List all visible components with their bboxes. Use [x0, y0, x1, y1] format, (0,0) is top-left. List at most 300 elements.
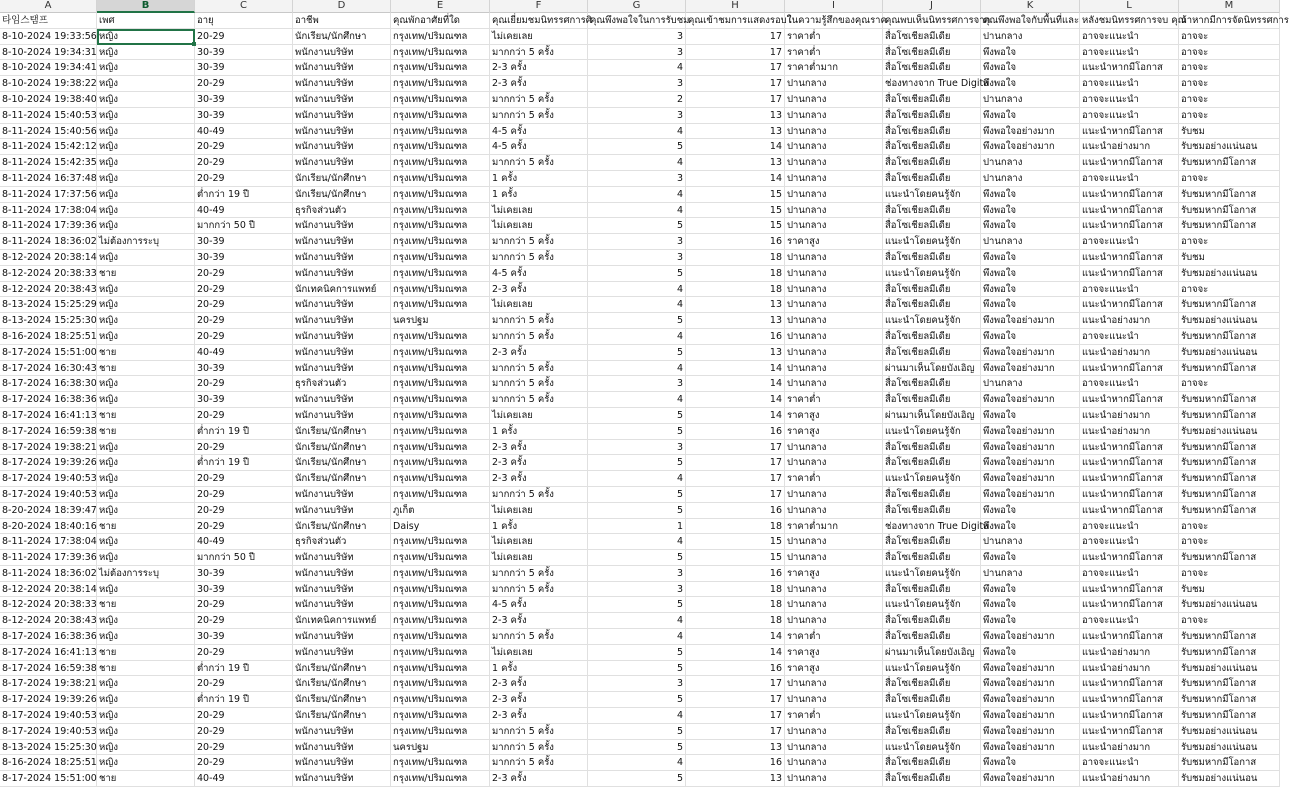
cell[interactable]: 17 — [686, 92, 785, 108]
cell[interactable]: รับชมหากมีโอกาส — [1179, 440, 1280, 456]
cell[interactable]: สื่อโซเชียลมีเดีย — [883, 440, 981, 456]
cell[interactable]: สื่อโซเชียลมีเดีย — [883, 124, 981, 140]
cell[interactable]: 20-29 — [195, 597, 293, 613]
cell[interactable]: พนักงานบริษัท — [293, 108, 391, 124]
cell[interactable]: รับชมหากมีโอกาส — [1179, 503, 1280, 519]
cell[interactable]: ปานกลาง — [981, 566, 1080, 582]
cell[interactable]: ธุรกิจส่วนตัว — [293, 376, 391, 392]
cell[interactable]: ปานกลาง — [981, 534, 1080, 550]
cell[interactable]: แนะนำหากมีโอกาส — [1080, 392, 1179, 408]
cell[interactable]: แนะนำอย่างมาก — [1080, 313, 1179, 329]
cell[interactable]: 14 — [686, 645, 785, 661]
cell[interactable]: พึงพอใจ — [981, 297, 1080, 313]
cell[interactable]: 5 — [588, 487, 686, 503]
cell[interactable]: 18 — [686, 250, 785, 266]
cell[interactable]: นักเรียน/นักศึกษา — [293, 692, 391, 708]
cell[interactable]: ปานกลาง — [785, 755, 883, 771]
cell[interactable]: 30-39 — [195, 60, 293, 76]
cell[interactable]: 8-17-2024 16:41:13 — [0, 408, 97, 424]
cell[interactable]: แนะนำโดยคนรู้จัก — [883, 740, 981, 756]
column-header-c[interactable]: C — [195, 0, 293, 13]
cell[interactable]: 8-12-2024 20:38:43 — [0, 613, 97, 629]
cell[interactable]: มากกว่า 5 ครั้ง — [490, 108, 588, 124]
cell[interactable]: พึงพอใจ — [981, 408, 1080, 424]
cell[interactable]: กรุงเทพ/ปริมณฑล — [391, 755, 490, 771]
cell[interactable]: มากกว่า 50 ปี — [195, 550, 293, 566]
cell[interactable]: 30-39 — [195, 566, 293, 582]
cell[interactable]: พนักงานบริษัท — [293, 124, 391, 140]
header-cell[interactable]: 타임스탬프 — [0, 13, 97, 29]
cell[interactable]: 8-16-2024 18:25:51 — [0, 329, 97, 345]
cell[interactable]: ต่ำกว่า 19 ปี — [195, 187, 293, 203]
cell[interactable]: 5 — [588, 550, 686, 566]
cell[interactable]: 2-3 ครั้ง — [490, 771, 588, 787]
cell[interactable]: 14 — [686, 361, 785, 377]
cell[interactable]: นักเรียน/นักศึกษา — [293, 424, 391, 440]
cell[interactable]: 17 — [686, 60, 785, 76]
cell[interactable]: พึงพอใจ — [981, 45, 1080, 61]
cell[interactable]: หญิง — [97, 29, 195, 45]
cell[interactable]: อาจจะแนะนำ — [1080, 613, 1179, 629]
cell[interactable]: ชาย — [97, 345, 195, 361]
cell[interactable]: 18 — [686, 519, 785, 535]
cell[interactable]: 4 — [588, 282, 686, 298]
cell[interactable]: พนักงานบริษัท — [293, 345, 391, 361]
cell[interactable]: 20-29 — [195, 266, 293, 282]
cell[interactable]: ไม่เคยเลย — [490, 203, 588, 219]
cell[interactable]: 40-49 — [195, 124, 293, 140]
cell[interactable]: สื่อโซเชียลมีเดีย — [883, 345, 981, 361]
cell[interactable]: 15 — [686, 218, 785, 234]
cell[interactable]: รับชมหากมีโอกาส — [1179, 629, 1280, 645]
cell[interactable]: ราคาสูง — [785, 424, 883, 440]
cell[interactable]: 5 — [588, 345, 686, 361]
cell[interactable]: 2-3 ครั้ง — [490, 76, 588, 92]
cell[interactable]: แนะนำอย่างมาก — [1080, 345, 1179, 361]
cell[interactable]: 8-17-2024 19:40:53 — [0, 724, 97, 740]
cell[interactable]: พึงพอใจอย่างมาก — [981, 708, 1080, 724]
cell[interactable]: 2-3 ครั้ง — [490, 440, 588, 456]
cell[interactable]: 4 — [588, 187, 686, 203]
cell[interactable]: สื่อโซเชียลมีเดีย — [883, 171, 981, 187]
cell[interactable]: รับชมหากมีโอกาส — [1179, 408, 1280, 424]
cell[interactable]: พนักงานบริษัท — [293, 361, 391, 377]
cell[interactable]: พนักงานบริษัท — [293, 250, 391, 266]
cell[interactable]: 18 — [686, 266, 785, 282]
cell[interactable]: อาจจะแนะนำ — [1080, 566, 1179, 582]
cell[interactable]: รับชมหากมีโอกาส — [1179, 155, 1280, 171]
cell[interactable]: หญิง — [97, 76, 195, 92]
cell[interactable]: 14 — [686, 408, 785, 424]
cell[interactable]: พึงพอใจอย่างมาก — [981, 424, 1080, 440]
cell[interactable]: ไม่เคยเลย — [490, 408, 588, 424]
cell[interactable]: ปานกลาง — [785, 218, 883, 234]
cell[interactable]: พนักงานบริษัท — [293, 76, 391, 92]
cell[interactable]: ปานกลาง — [785, 487, 883, 503]
cell[interactable]: 8-17-2024 16:30:43 — [0, 361, 97, 377]
cell[interactable]: พนักงานบริษัท — [293, 582, 391, 598]
cell[interactable]: 20-29 — [195, 503, 293, 519]
cell[interactable]: รับชมหากมีโอกาส — [1179, 455, 1280, 471]
cell[interactable]: สื่อโซเชียลมีเดีย — [883, 724, 981, 740]
cell[interactable]: 8-11-2024 16:37:48 — [0, 171, 97, 187]
cell[interactable]: ธุรกิจส่วนตัว — [293, 534, 391, 550]
cell[interactable]: อาจจะ — [1179, 108, 1280, 124]
cell[interactable]: 3 — [588, 108, 686, 124]
cell[interactable]: ต่ำกว่า 19 ปี — [195, 661, 293, 677]
cell[interactable]: รับชมอย่างแน่นอน — [1179, 724, 1280, 740]
cell[interactable]: นักเรียน/นักศึกษา — [293, 661, 391, 677]
cell[interactable]: กรุงเทพ/ปริมณฑล — [391, 550, 490, 566]
cell[interactable]: แนะนำหากมีโอกาส — [1080, 297, 1179, 313]
cell[interactable]: 16 — [686, 424, 785, 440]
cell[interactable]: ปานกลาง — [785, 503, 883, 519]
cell[interactable]: สื่อโซเชียลมีเดีย — [883, 29, 981, 45]
cell[interactable]: นักเรียน/นักศึกษา — [293, 455, 391, 471]
cell[interactable]: มากกว่า 5 ครั้ง — [490, 724, 588, 740]
cell[interactable]: หญิง — [97, 740, 195, 756]
cell[interactable]: กรุงเทพ/ปริมณฑล — [391, 60, 490, 76]
cell[interactable]: สื่อโซเชียลมีเดีย — [883, 550, 981, 566]
cell[interactable]: ไม่เคยเลย — [490, 503, 588, 519]
cell[interactable]: 8-13-2024 15:25:30 — [0, 740, 97, 756]
cell[interactable]: อาจจะ — [1179, 60, 1280, 76]
cell[interactable]: 13 — [686, 297, 785, 313]
cell[interactable]: 30-39 — [195, 108, 293, 124]
cell[interactable]: ปานกลาง — [785, 266, 883, 282]
cell[interactable]: นักเรียน/นักศึกษา — [293, 187, 391, 203]
header-cell[interactable]: คุณพักอาศัยที่ใด — [391, 13, 490, 29]
cell[interactable]: หญิง — [97, 582, 195, 598]
cell[interactable]: แนะนำหากมีโอกาส — [1080, 455, 1179, 471]
cell[interactable]: พึงพอใจอย่างมาก — [981, 361, 1080, 377]
cell[interactable]: 1 — [588, 519, 686, 535]
cell[interactable]: 20-29 — [195, 613, 293, 629]
cell[interactable]: รับชมหากมีโอกาส — [1179, 361, 1280, 377]
cell[interactable]: หญิง — [97, 613, 195, 629]
cell[interactable]: ราคาสูง — [785, 234, 883, 250]
cell[interactable]: อาจจะแนะนำ — [1080, 234, 1179, 250]
cell[interactable]: ปานกลาง — [785, 613, 883, 629]
cell[interactable]: 8-12-2024 20:38:33 — [0, 597, 97, 613]
cell[interactable]: 8-17-2024 16:59:38 — [0, 661, 97, 677]
cell[interactable]: ช่องทางจาก True Digita — [883, 519, 981, 535]
cell[interactable]: 4 — [588, 629, 686, 645]
cell[interactable]: 40-49 — [195, 203, 293, 219]
cell[interactable]: มากกว่า 5 ครั้ง — [490, 566, 588, 582]
cell[interactable]: อาจจะแนะนำ — [1080, 755, 1179, 771]
cell[interactable]: 3 — [588, 76, 686, 92]
cell[interactable]: นักเทคนิคการแพทย์ — [293, 282, 391, 298]
cell[interactable]: กรุงเทพ/ปริมณฑล — [391, 566, 490, 582]
cell[interactable]: อาจจะ — [1179, 234, 1280, 250]
cell[interactable]: 3 — [588, 171, 686, 187]
cell[interactable]: ปานกลาง — [785, 676, 883, 692]
cell[interactable]: มากกว่า 5 ครั้ง — [490, 155, 588, 171]
cell[interactable]: สื่อโซเชียลมีเดีย — [883, 218, 981, 234]
header-cell[interactable]: ในความรู้สึกของคุณราค — [785, 13, 883, 29]
cell[interactable]: 4 — [588, 361, 686, 377]
cell[interactable]: 15 — [686, 550, 785, 566]
cell[interactable]: 5 — [588, 266, 686, 282]
cell[interactable]: 8-17-2024 16:41:13 — [0, 645, 97, 661]
cell[interactable]: ปานกลาง — [785, 250, 883, 266]
cell[interactable]: พึงพอใจ — [981, 755, 1080, 771]
cell[interactable]: รับชมหากมีโอกาส — [1179, 550, 1280, 566]
cell[interactable]: หญิง — [97, 218, 195, 234]
column-header-m[interactable]: M — [1179, 0, 1280, 13]
cell[interactable]: 2-3 ครั้ง — [490, 676, 588, 692]
cell[interactable]: พนักงานบริษัท — [293, 155, 391, 171]
cell[interactable]: 13 — [686, 108, 785, 124]
header-cell[interactable]: เพศ — [97, 13, 195, 29]
cell[interactable]: ราคาต่ำ — [785, 629, 883, 645]
cell[interactable]: กรุงเทพ/ปริมณฑล — [391, 297, 490, 313]
cell[interactable]: ไม่เคยเลย — [490, 550, 588, 566]
cell[interactable]: พึงพอใจ — [981, 645, 1080, 661]
cell[interactable]: 18 — [686, 613, 785, 629]
cell[interactable]: แนะนำโดยคนรู้จัก — [883, 187, 981, 203]
cell[interactable]: ต่ำกว่า 19 ปี — [195, 455, 293, 471]
cell[interactable]: พึงพอใจอย่างมาก — [981, 455, 1080, 471]
cell[interactable]: หญิง — [97, 187, 195, 203]
cell[interactable]: อาจจะ — [1179, 534, 1280, 550]
cell[interactable]: 1 ครั้ง — [490, 424, 588, 440]
cell[interactable]: 30-39 — [195, 582, 293, 598]
cell[interactable]: กรุงเทพ/ปริมณฑล — [391, 187, 490, 203]
column-header-f[interactable]: F — [490, 0, 588, 13]
cell[interactable]: 17 — [686, 676, 785, 692]
cell[interactable]: สื่อโซเชียลมีเดีย — [883, 376, 981, 392]
cell[interactable]: สื่อโซเชียลมีเดีย — [883, 392, 981, 408]
cell[interactable]: มากกว่า 5 ครั้ง — [490, 392, 588, 408]
cell[interactable]: กรุงเทพ/ปริมณฑล — [391, 708, 490, 724]
cell[interactable]: พึงพอใจ — [981, 329, 1080, 345]
cell[interactable]: อาจจะ — [1179, 566, 1280, 582]
cell[interactable]: แนะนำหากมีโอกาส — [1080, 692, 1179, 708]
cell[interactable]: Daisy — [391, 519, 490, 535]
cell[interactable]: 3 — [588, 566, 686, 582]
cell[interactable]: ปานกลาง — [785, 597, 883, 613]
cell[interactable]: ปานกลาง — [785, 329, 883, 345]
cell[interactable]: 3 — [588, 676, 686, 692]
cell[interactable]: ปานกลาง — [785, 108, 883, 124]
cell[interactable]: 2-3 ครั้ง — [490, 455, 588, 471]
cell[interactable]: 17 — [686, 440, 785, 456]
cell[interactable]: 20-29 — [195, 724, 293, 740]
cell[interactable]: 8-17-2024 16:38:36 — [0, 629, 97, 645]
cell[interactable]: สื่อโซเชียลมีเดีย — [883, 676, 981, 692]
cell[interactable]: 30-39 — [195, 361, 293, 377]
cell[interactable]: 4-5 ครั้ง — [490, 124, 588, 140]
cell[interactable]: หญิง — [97, 440, 195, 456]
cell[interactable]: 1 ครั้ง — [490, 171, 588, 187]
cell[interactable]: ชาย — [97, 661, 195, 677]
cell[interactable]: แนะนำโดยคนรู้จัก — [883, 471, 981, 487]
cell[interactable]: พนักงานบริษัท — [293, 392, 391, 408]
cell[interactable]: พนักงานบริษัท — [293, 92, 391, 108]
cell[interactable]: แนะนำหากมีโอกาส — [1080, 597, 1179, 613]
cell[interactable]: หญิง — [97, 487, 195, 503]
cell[interactable]: 16 — [686, 234, 785, 250]
cell[interactable]: ปานกลาง — [785, 171, 883, 187]
cell[interactable]: แนะนำโดยคนรู้จัก — [883, 313, 981, 329]
cell[interactable]: แนะนำหากมีโอกาส — [1080, 503, 1179, 519]
cell[interactable]: กรุงเทพ/ปริมณฑล — [391, 692, 490, 708]
cell[interactable]: ชาย — [97, 424, 195, 440]
cell[interactable]: กรุงเทพ/ปริมณฑล — [391, 124, 490, 140]
cell[interactable]: พนักงานบริษัท — [293, 297, 391, 313]
cell[interactable]: 30-39 — [195, 629, 293, 645]
cell[interactable]: 20-29 — [195, 519, 293, 535]
cell[interactable]: 8-11-2024 15:40:56 — [0, 124, 97, 140]
cell[interactable]: พึงพอใจอย่างมาก — [981, 440, 1080, 456]
cell[interactable]: 8-11-2024 17:38:04 — [0, 534, 97, 550]
cell[interactable]: แนะนำหากมีโอกาส — [1080, 187, 1179, 203]
cell[interactable]: ราคาต่ำ — [785, 708, 883, 724]
cell[interactable]: ชาย — [97, 519, 195, 535]
cell[interactable]: ชาย — [97, 645, 195, 661]
cell[interactable]: มากกว่า 5 ครั้ง — [490, 361, 588, 377]
cell[interactable]: สื่อโซเชียลมีเดีย — [883, 92, 981, 108]
cell[interactable]: 8-10-2024 19:38:22 — [0, 76, 97, 92]
cell[interactable]: 5 — [588, 597, 686, 613]
cell[interactable]: พึงพอใจ — [981, 266, 1080, 282]
cell[interactable]: ราคาสูง — [785, 645, 883, 661]
cell[interactable]: 20-29 — [195, 76, 293, 92]
cell[interactable]: รับชมหากมีโอกาส — [1179, 187, 1280, 203]
cell[interactable]: ธุรกิจส่วนตัว — [293, 203, 391, 219]
cell[interactable]: หญิง — [97, 282, 195, 298]
cell[interactable]: ผ่านมาเห็นโดยบังเอิญ — [883, 645, 981, 661]
cell[interactable]: อาจจะแนะนำ — [1080, 282, 1179, 298]
cell[interactable]: 17 — [686, 45, 785, 61]
cell[interactable]: หญิง — [97, 155, 195, 171]
cell[interactable]: กรุงเทพ/ปริมณฑล — [391, 392, 490, 408]
cell[interactable]: สื่อโซเชียลมีเดีย — [883, 503, 981, 519]
cell[interactable]: 8-20-2024 18:40:16 — [0, 519, 97, 535]
cell[interactable]: กรุงเทพ/ปริมณฑล — [391, 345, 490, 361]
cell[interactable]: รับชมอย่างแน่นอน — [1179, 313, 1280, 329]
cell[interactable]: 13 — [686, 124, 785, 140]
cell[interactable]: กรุงเทพ/ปริมณฑล — [391, 329, 490, 345]
cell[interactable]: พนักงานบริษัท — [293, 645, 391, 661]
cell[interactable]: ไม่เคยเลย — [490, 534, 588, 550]
cell[interactable]: 4 — [588, 613, 686, 629]
cell[interactable]: 8-12-2024 20:38:43 — [0, 282, 97, 298]
cell[interactable]: 8-12-2024 20:38:14 — [0, 250, 97, 266]
cell[interactable]: 20-29 — [195, 171, 293, 187]
cell[interactable]: แนะนำโดยคนรู้จัก — [883, 234, 981, 250]
cell[interactable]: อาจจะ — [1179, 76, 1280, 92]
cell[interactable]: 4-5 ครั้ง — [490, 266, 588, 282]
cell[interactable]: แนะนำอย่างมาก — [1080, 645, 1179, 661]
cell[interactable]: หญิง — [97, 297, 195, 313]
cell[interactable]: อาจจะแนะนำ — [1080, 92, 1179, 108]
cell[interactable]: รับชมอย่างแน่นอน — [1179, 740, 1280, 756]
cell[interactable]: มากกว่า 5 ครั้ง — [490, 45, 588, 61]
cell[interactable]: 8-11-2024 17:39:36 — [0, 550, 97, 566]
cell[interactable]: กรุงเทพ/ปริมณฑล — [391, 613, 490, 629]
cell[interactable]: ปานกลาง — [981, 92, 1080, 108]
cell[interactable]: พนักงานบริษัท — [293, 740, 391, 756]
cell[interactable]: 20-29 — [195, 755, 293, 771]
cell[interactable]: ชาย — [97, 408, 195, 424]
cell[interactable]: แนะนำหากมีโอกาส — [1080, 250, 1179, 266]
cell[interactable]: สื่อโซเชียลมีเดีย — [883, 455, 981, 471]
cell[interactable]: ปานกลาง — [981, 155, 1080, 171]
cell[interactable]: 8-17-2024 19:40:53 — [0, 487, 97, 503]
cell[interactable]: 20-29 — [195, 313, 293, 329]
cell[interactable]: ชาย — [97, 597, 195, 613]
cell[interactable]: รับชมอย่างแน่นอน — [1179, 771, 1280, 787]
column-header-b[interactable]: B — [97, 0, 195, 13]
cell[interactable]: ราคาต่ำ — [785, 45, 883, 61]
cell[interactable]: กรุงเทพ/ปริมณฑล — [391, 361, 490, 377]
header-cell[interactable]: คุณเยี่ยมชมนิทรรศการศิ — [490, 13, 588, 29]
cell[interactable]: 8-11-2024 17:37:56 — [0, 187, 97, 203]
cell[interactable]: อาจจะ — [1179, 613, 1280, 629]
cell[interactable]: ปานกลาง — [785, 139, 883, 155]
cell[interactable]: 14 — [686, 171, 785, 187]
cell[interactable]: 2-3 ครั้ง — [490, 692, 588, 708]
cell[interactable]: 8-12-2024 20:38:33 — [0, 266, 97, 282]
cell[interactable]: 16 — [686, 503, 785, 519]
cell[interactable]: สื่อโซเชียลมีเดีย — [883, 613, 981, 629]
cell[interactable]: ต่ำกว่า 19 ปี — [195, 424, 293, 440]
cell[interactable]: 16 — [686, 755, 785, 771]
cell[interactable]: 4 — [588, 124, 686, 140]
cell[interactable]: 8-11-2024 18:36:02 — [0, 566, 97, 582]
cell[interactable]: พนักงานบริษัท — [293, 503, 391, 519]
cell[interactable]: ปานกลาง — [785, 376, 883, 392]
cell[interactable]: ไม่ต้องการระบุ — [97, 234, 195, 250]
cell[interactable]: หญิง — [97, 755, 195, 771]
cell[interactable]: ปานกลาง — [785, 455, 883, 471]
cell[interactable]: อาจจะแนะนำ — [1080, 376, 1179, 392]
header-cell[interactable]: ถ้าหากมีการจัดนิทรรศการ — [1179, 13, 1280, 29]
cell[interactable]: 20-29 — [195, 297, 293, 313]
cell[interactable]: 30-39 — [195, 392, 293, 408]
cell[interactable]: มากกว่า 5 ครั้ง — [490, 487, 588, 503]
cell[interactable]: พึงพอใจอย่างมาก — [981, 313, 1080, 329]
cell[interactable]: 20-29 — [195, 471, 293, 487]
cell[interactable]: แนะนำหากมีโอกาส — [1080, 155, 1179, 171]
cell[interactable]: 4 — [588, 297, 686, 313]
cell[interactable]: สื่อโซเชียลมีเดีย — [883, 282, 981, 298]
cell[interactable]: 4 — [588, 534, 686, 550]
header-cell[interactable]: คุณพึงพอใจกับพื้นที่และ — [981, 13, 1080, 29]
cell[interactable]: พึงพอใจ — [981, 218, 1080, 234]
cell[interactable]: กรุงเทพ/ปริมณฑล — [391, 29, 490, 45]
cell[interactable]: ชาย — [97, 266, 195, 282]
cell[interactable]: 5 — [588, 724, 686, 740]
cell[interactable]: กรุงเทพ/ปริมณฑล — [391, 139, 490, 155]
cell[interactable]: 8-17-2024 15:51:00 — [0, 345, 97, 361]
cell[interactable]: ปานกลาง — [785, 534, 883, 550]
cell[interactable]: พึงพอใจอย่างมาก — [981, 629, 1080, 645]
column-header-h[interactable]: H — [686, 0, 785, 13]
cell[interactable]: นครปฐม — [391, 313, 490, 329]
cell[interactable]: แนะนำหากมีโอกาส — [1080, 218, 1179, 234]
cell[interactable]: สื่อโซเชียลมีเดีย — [883, 582, 981, 598]
cell[interactable]: พนักงานบริษัท — [293, 629, 391, 645]
cell[interactable]: 2-3 ครั้ง — [490, 471, 588, 487]
cell[interactable]: 17 — [686, 455, 785, 471]
cell[interactable]: หญิง — [97, 534, 195, 550]
cell[interactable]: กรุงเทพ/ปริมณฑล — [391, 455, 490, 471]
cell[interactable]: หญิง — [97, 329, 195, 345]
